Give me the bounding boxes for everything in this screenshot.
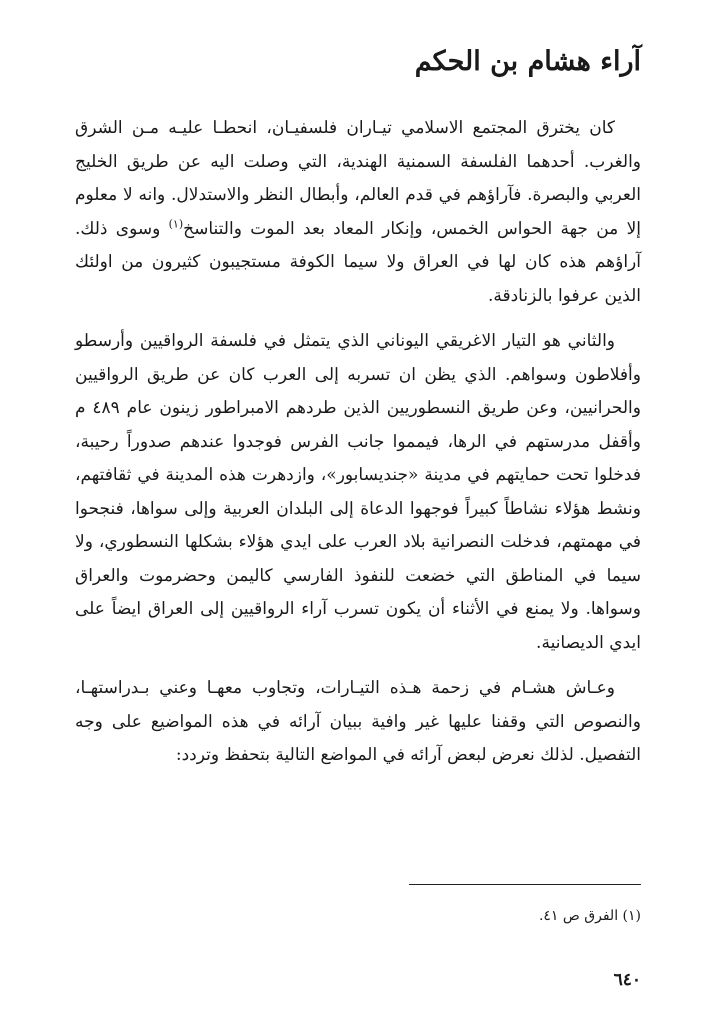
- paragraph-2: والثاني هو التيار الاغريقي اليوناني الذي يتمثل في فلسفة الرواقيين وأرسطو وأفلاطون وسواهم. الذي يظن ان تسربه إلى العرب كان عن طريق الرواقيين والحرانيين، وعن طريق النسطوريين الذين طردهم الامبراطور زينون عام ٤٨٩ م وأقفل مدرستهم في الرها، فيمموا جانب الفرس فوجدوا عندهم صدوراً رحيبة، فدخلوا تحت حمايتهم في مدينة «جنديسابور»، وازدهرت هذه المدينة في ثقافتهم، ونشط هؤلاء نشاطاً كبيراً فوجهوا الدعاة إلى البلدان العربية وإلى سواها، فنجحوا في مهمتهم، فدخلت النصرانية بلاد العرب على ايدي هؤلاء بشكلها النسطوري، ولا سيما في المناطق التي خضعت للنفوذ الفارسي كاليمن وحضرموت والعراق وسواها. ولا يمنع في الأثناء أن يكون تسرب آراء الرواقيين إلى العراق ايضاً على ايدي الديصانية.: [75, 331, 641, 653]
- paragraph-1-text-continued: وسوى ذلك. آراؤهم هذه كان لها في العراق ولا سيما الكوفة مستجيبون كثيرون من اولئك الذين عرفوا بالزنادقة.: [75, 218, 641, 306]
- paragraph-1: [75, 112, 641, 313]
- body-text: [75, 112, 641, 773]
- paragraph-3: وعـاش هشـام في زحمة هـذه التيـارات، وتجاوب معهـا وعني بـدراستهـا، والنصوص التي وقفنا عليها غير وافية ببيان آرائه في هذه المواضيع على وجه التفصيل. لذلك نعرض لبعض آرائه في المواضع التالية بتحفظ وتردد:: [75, 678, 641, 765]
- page-title: آراء هشام بن الحكم: [414, 46, 641, 77]
- page-number: ٦٤٠: [613, 970, 641, 990]
- footnote-reference: (١): [168, 216, 184, 230]
- footnote-divider: [409, 884, 641, 885]
- paragraph-1-text: كان يخترق المجتمع الاسلامي تيـاران فلسفيـان، انحطـا عليـه مـن الشرق والغرب. أحدهما الفلسفة السمنية الهندية، التي وصلت اليه عن طريق الخليج العربي والبصرة. فآراؤهم في قدم العالم، وأبطال النظر والاستدلال. وانه لا معلوم إلا من جهة الحواس الخمس، وإنكار المعاد بعد الموت والتناسخ: [75, 118, 641, 239]
- footnote: (١) الفرق ص ٤١.: [538, 908, 641, 924]
